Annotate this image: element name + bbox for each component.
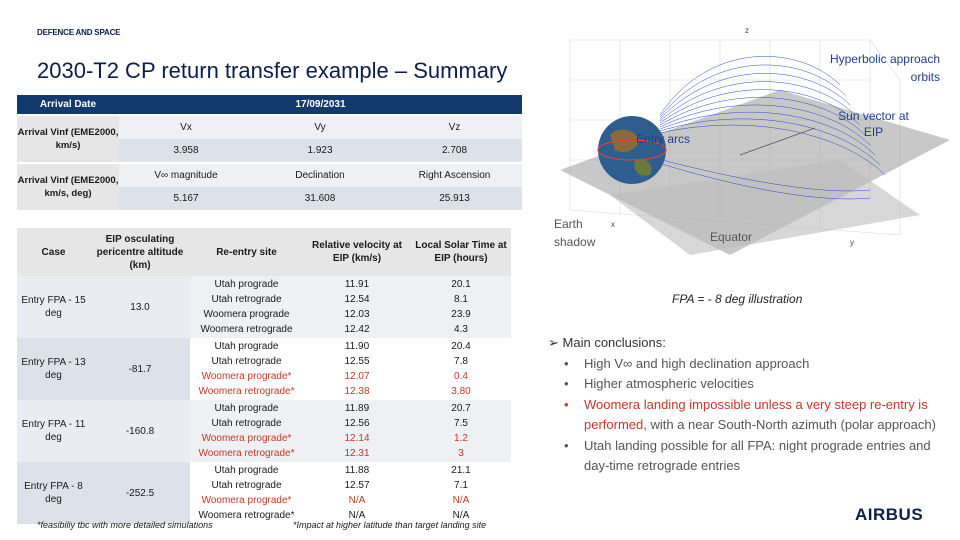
vinf2-header: V∞ magnitude	[119, 164, 253, 187]
vinf-label: Arrival Vinf (EME2000, km/s)	[17, 116, 119, 162]
case-sites-value: Woomera prograde*	[201, 495, 292, 506]
col-header-velocity: Relative velocity at EIP (km/s)	[303, 228, 411, 276]
airbus-logo: AIRBUS	[855, 505, 924, 524]
case-vel-value: 12.14	[344, 433, 370, 444]
case-lst-value: 20.4	[451, 341, 471, 352]
col-header-lst: Local Solar Time at EIP (hours)	[411, 228, 511, 276]
case-lst-value: 1.2	[454, 433, 468, 444]
vinf2-label: Arrival Vinf (EME2000, km/s, deg)	[17, 164, 119, 210]
col-header-case: Case	[17, 228, 90, 276]
equator-label: Equator	[710, 230, 753, 244]
case-lst-cell	[411, 400, 511, 462]
axis-y-label: y	[850, 238, 854, 247]
footnote-feasibility: *feasibiliy tbc with more detailed simulations	[37, 520, 213, 530]
case-sites-value: Utah prograde	[214, 403, 279, 414]
vinf-header: Vz	[387, 116, 522, 139]
case-sites-value: Woomera prograde	[203, 309, 290, 320]
conclusions-block	[548, 333, 948, 477]
case-sites-value: Utah retrograde	[211, 294, 282, 305]
entry-arcs-label: Entry arcs	[636, 132, 691, 146]
case-lst-value: 23.9	[451, 309, 471, 320]
axis-z-label: z	[745, 26, 749, 35]
case-lst-value: N/A	[452, 495, 470, 506]
hyperbolic-label: Hyperbolic approach orbits	[829, 52, 940, 84]
case-lst-value: 7.8	[454, 356, 468, 367]
earth-shadow-label: Earth shadow	[554, 217, 596, 249]
page-title: 2030-T2 CP return transfer example – Summary	[37, 58, 508, 83]
case-sites-cell	[190, 338, 303, 400]
case-vel-value: 12.55	[344, 356, 370, 367]
vinf2-value: 5.167	[119, 187, 253, 210]
vinf-value: 2.708	[387, 139, 522, 162]
case-vel-cell	[303, 400, 411, 462]
case-vel-cell	[303, 276, 411, 338]
case-sites-value: Woomera prograde*	[201, 433, 292, 444]
case-lst-value: 7.5	[454, 418, 468, 429]
case-sites-value: Utah prograde	[214, 341, 279, 352]
conclusions-list	[564, 354, 948, 477]
case-vel-value: 12.03	[344, 309, 370, 320]
case-vel-cell	[303, 338, 411, 400]
case-vel-value: 11.89	[344, 403, 370, 414]
case-lst-value: 20.1	[451, 279, 471, 290]
conclusion-item: • Higher atmospheric velocities	[564, 374, 948, 395]
case-sites-value: Woomera retrograde*	[198, 386, 295, 397]
vinf-header: Vy	[253, 116, 387, 139]
orbit-figure	[540, 20, 950, 275]
entry-cases-table	[17, 228, 511, 524]
arrow-bullet-icon: ➢	[548, 335, 559, 350]
case-lst-cell	[411, 462, 511, 524]
conclusion-rest: , with a near South-North azimuth (polar approach)	[643, 417, 936, 432]
case-row	[17, 276, 511, 338]
case-sites-value: Utah retrograde	[211, 418, 282, 429]
case-label: Entry FPA - 8 deg	[17, 462, 90, 524]
case-altitude: -252.5	[90, 462, 190, 524]
case-sites-value: Woomera retrograde*	[198, 510, 295, 521]
case-sites-cell	[190, 276, 303, 338]
arrival-summary-table	[17, 95, 522, 210]
conclusion-item: • Utah landing possible for all FPA: night prograde entries and day-time retrograde entries	[564, 436, 948, 477]
case-vel-value: 12.42	[344, 324, 370, 335]
case-altitude: 13.0	[90, 276, 190, 338]
case-vel-value: 12.54	[344, 294, 370, 305]
case-lst-value: 3.80	[451, 386, 471, 397]
case-lst-value: 4.3	[454, 324, 468, 335]
case-lst-value: N/A	[452, 510, 470, 521]
case-altitude: -160.8	[90, 400, 190, 462]
footnote-impact: *Impact at higher latitude than target landing site	[293, 520, 487, 530]
case-sites-cell	[190, 400, 303, 462]
case-vel-cell	[303, 462, 411, 524]
vinf2-header: Declination	[253, 164, 387, 187]
case-lst-value: 0.4	[454, 371, 468, 382]
cases-body	[17, 276, 511, 524]
sun-vector-label: Sun vector at EIP	[838, 109, 909, 139]
case-altitude: -81.7	[90, 338, 190, 400]
case-sites-value: Woomera retrograde*	[198, 448, 295, 459]
col-header-altitude: EIP osculating pericentre altitude (km)	[90, 228, 190, 276]
case-sites-value: Utah retrograde	[211, 480, 282, 491]
case-lst-value: 21.1	[451, 465, 471, 476]
vinf2-header: Right Ascension	[387, 164, 522, 187]
arrival-date-label: Arrival Date	[17, 95, 119, 114]
fpa-caption: FPA = - 8 deg illustration	[672, 292, 803, 306]
case-lst-value: 7.1	[454, 480, 468, 491]
case-vel-value: 12.38	[344, 386, 370, 397]
case-row	[17, 338, 511, 400]
col-header-site: Re-entry site	[190, 228, 303, 276]
case-lst-value: 8.1	[454, 294, 468, 305]
case-vel-value: 12.31	[344, 448, 370, 459]
vinf2-value: 25.913	[387, 187, 522, 210]
vinf2-value: 31.608	[253, 187, 387, 210]
case-vel-value: 12.57	[344, 480, 370, 491]
case-lst-cell	[411, 338, 511, 400]
case-sites-value: Woomera prograde*	[201, 371, 292, 382]
arrival-date-value: 17/09/2031	[119, 95, 522, 114]
case-sites-value: Utah prograde	[214, 465, 279, 476]
case-vel-value: 11.90	[344, 341, 370, 352]
conclusions-heading: ➢ Main conclusions:	[548, 335, 666, 350]
case-label: Entry FPA - 15 deg	[17, 276, 90, 338]
case-vel-value: 12.56	[344, 418, 370, 429]
case-sites-value: Woomera retrograde	[200, 324, 293, 335]
conclusion-item	[564, 395, 948, 436]
case-sites-value: Utah retrograde	[211, 356, 282, 367]
conclusion-highlight: Woomera landing impossible unless a very steep re-entry is performed	[584, 396, 928, 432]
case-lst-value: 3	[458, 448, 464, 459]
division-tag: DEFENCE AND SPACE	[37, 28, 121, 37]
case-vel-value: 11.91	[344, 279, 370, 290]
case-label: Entry FPA - 11 deg	[17, 400, 90, 462]
axis-x-label: x	[611, 220, 615, 229]
case-vel-value: N/A	[348, 495, 366, 506]
vinf-header: Vx	[119, 116, 253, 139]
case-sites-value: Utah prograde	[214, 279, 279, 290]
case-row	[17, 400, 511, 462]
case-vel-value: 11.88	[344, 465, 370, 476]
case-sites-cell	[190, 462, 303, 524]
case-vel-value: N/A	[348, 510, 366, 521]
vinf-value: 1.923	[253, 139, 387, 162]
vinf-value: 3.958	[119, 139, 253, 162]
conclusion-item: • High V∞ and high declination approach	[564, 354, 948, 375]
earth-globe	[598, 116, 666, 184]
case-row	[17, 462, 511, 524]
case-label: Entry FPA - 13 deg	[17, 338, 90, 400]
case-lst-cell	[411, 276, 511, 338]
case-lst-value: 20.7	[451, 403, 471, 414]
case-vel-value: 12.07	[344, 371, 370, 382]
